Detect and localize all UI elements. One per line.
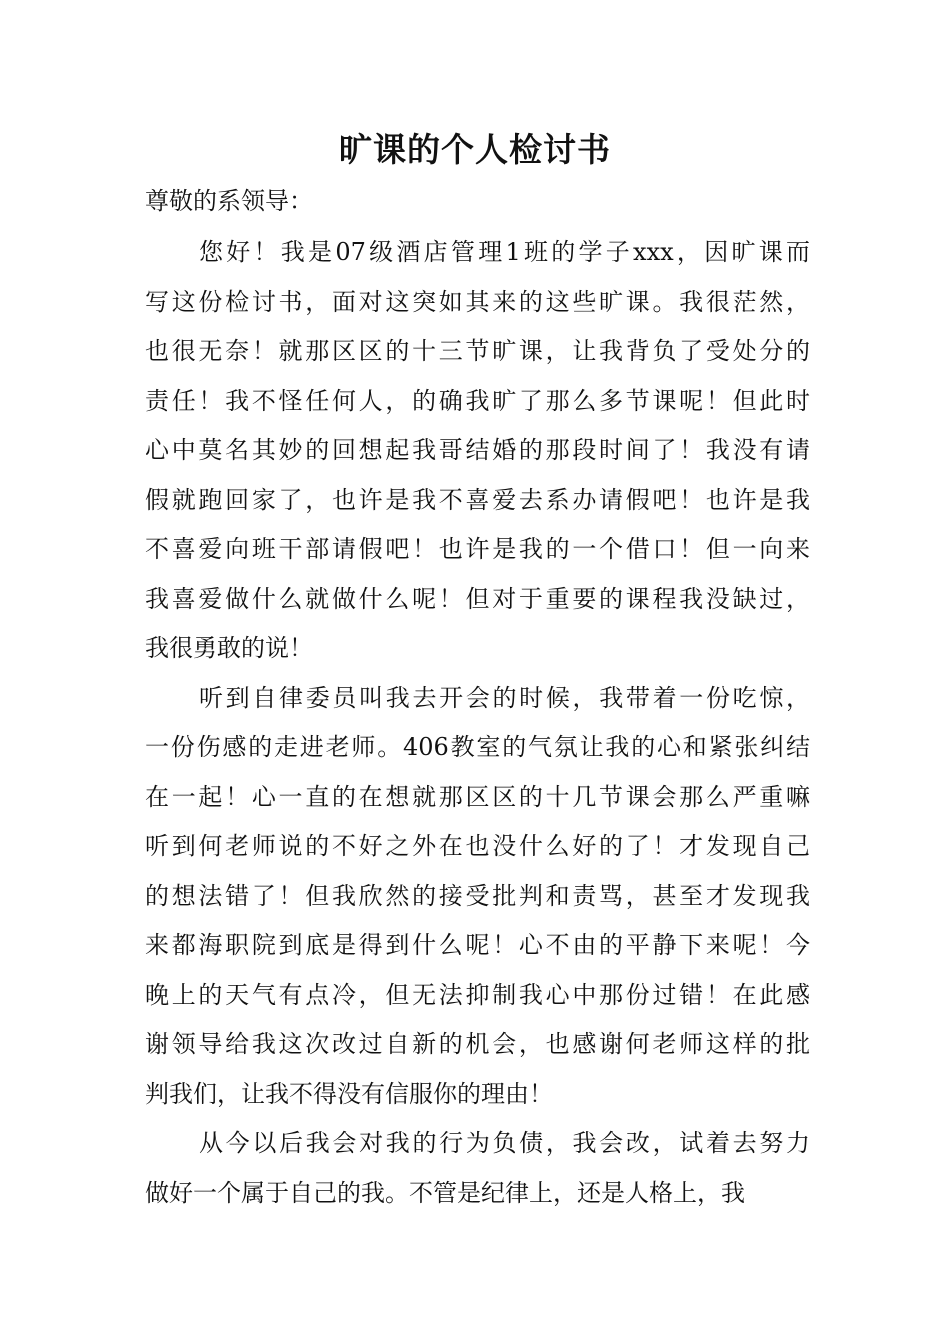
paragraph (145, 1119, 810, 1218)
paragraph-line: 我喜爱做什么就做什么呢！但对于重要的课程我没缺过， (145, 584, 810, 613)
paragraph (145, 674, 810, 1120)
paragraph-line: 谢领导给我这次改过自新的机会，也感谢何老师这样的批 (145, 1030, 810, 1058)
paragraph-line: 不喜爱向班干部请假吧！也许是我的一个借口！但一向来 (145, 535, 810, 563)
paragraph-line: 写这份检讨书，面对这突如其来的这些旷课。我很茫然， (145, 287, 810, 316)
paragraph-line: 的想法错了！但我欣然的接受批判和责骂，甚至才发现我 (145, 881, 810, 910)
paragraph (145, 228, 810, 674)
paragraph-line: 判我们，让我不得没有信服你的理由！ (145, 1079, 553, 1108)
document-title: 旷课的个人检讨书 (339, 130, 611, 169)
paragraph-line: 心中莫名其妙的回想起我哥结婚的那段时间了！我没有请 (145, 436, 810, 464)
paragraph-line: 也很无奈！就那区区的十三节旷课，让我背负了受处分的 (145, 337, 810, 365)
paragraph-line: 在一起！心一直的在想就那区区的十几节课会那么严重嘛 (145, 782, 810, 811)
document-body (145, 228, 810, 1218)
paragraph-line: 假就跑回家了，也许是我不喜爱去系办请假吧！也许是我 (145, 485, 810, 514)
paragraph-line: 听到何老师说的不好之外在也没什么好的了！才发现自己 (145, 832, 810, 860)
paragraph-line: 从今以后我会对我的行为负债，我会改，试着去努力 (199, 1129, 810, 1157)
paragraph-line: 听到自律委员叫我去开会的时候，我带着一份吃惊， (199, 683, 810, 712)
paragraph-line: 晚上的天气有点冷，但无法抑制我心中那份过错！在此感 (145, 980, 810, 1009)
paragraph-line: 我很勇敢的说！ (145, 634, 313, 662)
paragraph-line: 一份伤感的走进老师。406教室的气氛让我的心和紧张纠结 (145, 733, 810, 761)
paragraph-line: 做好一个属于自己的我。不管是纪律上，还是人格上，我 (145, 1178, 745, 1207)
paragraph-line: 您好！我是07级酒店管理1班的学子xxx，因旷课而 (199, 238, 810, 266)
paragraph-line: 责任！我不怪任何人，的确我旷了那么多节课呢！但此时 (145, 386, 810, 415)
salutation: 尊敬的系领导： (145, 187, 313, 215)
paragraph-line: 来都海职院到底是得到什么呢！心不由的平静下来呢！今 (145, 931, 810, 959)
